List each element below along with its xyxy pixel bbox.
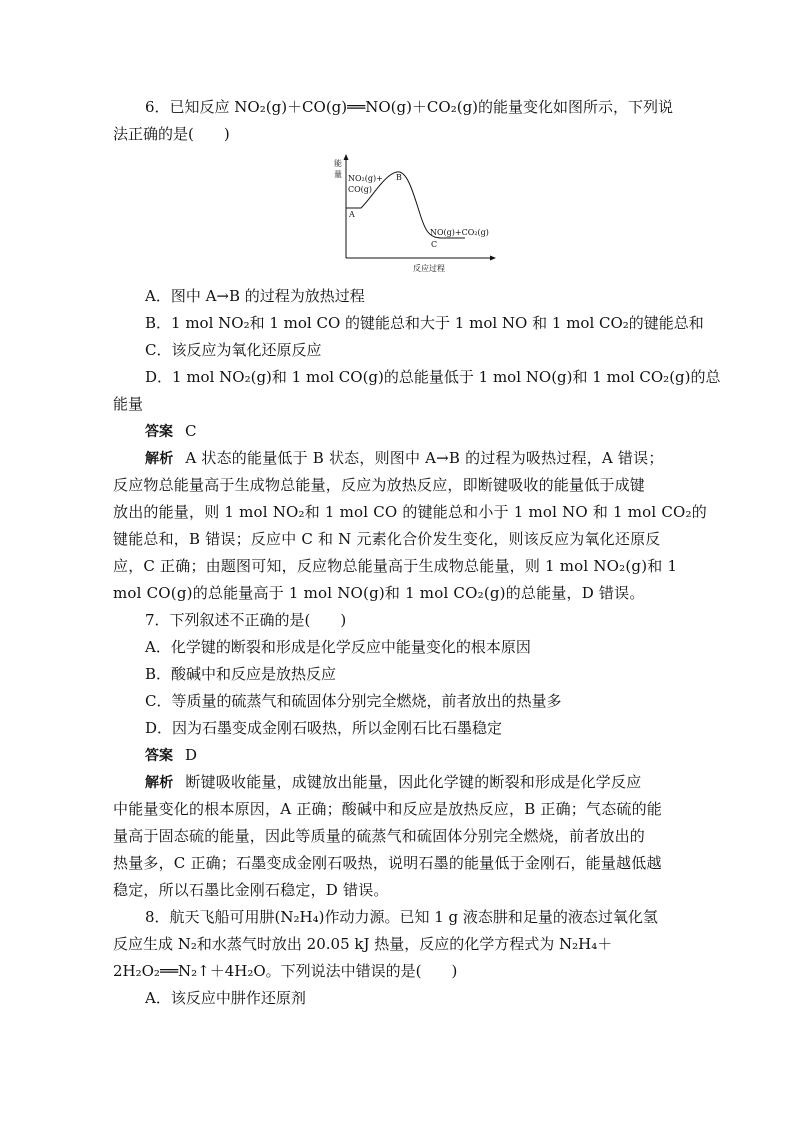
q6-analysis-line4: 键能总和，B 错误；反应中 C 和 N 元素化合价发生变化，则该反应为氧化还原反: [113, 530, 661, 548]
q7-answer-value: D: [185, 746, 198, 764]
q6-stem-line1: 6．已知反应 NO₂(g)＋CO(g)══NO(g)＋CO₂(g)的能量变化如图所示，下列说: [145, 98, 674, 116]
q6-option-c: C．该反应为氧化还原反应: [145, 341, 322, 359]
q6-analysis-text1: A 状态的能量低于 B 状态，则图中 A→B 的过程为吸热过程，A 错误；: [185, 449, 664, 467]
q7-analysis-text1: 断键吸收能量，成键放出能量，因此化学键的断裂和形成是化学反应: [185, 773, 642, 791]
x-axis-label: 反应过程: [413, 264, 445, 273]
q6-option-a: A．图中 A→B 的过程为放热过程: [145, 287, 365, 305]
y-axis-arrow: [344, 154, 349, 160]
q7-analysis-line2: 中能量变化的根本原因，A 正确；酸碱中和反应是放热反应，B 正确；气态硫的能: [113, 800, 662, 818]
q8-option-a: A．该反应中肼作还原剂: [145, 989, 306, 1007]
q7-answer: [145, 742, 715, 768]
q8-stem-line2: 反应生成 N₂和水蒸气时放出 20.05 kJ 热量，反应的化学方程式为 N₂H₄＋: [113, 935, 613, 953]
q7-analysis-line5: 稳定，所以石墨比金刚石稳定，D 错误。: [113, 881, 389, 899]
q6-analysis-line1: [145, 445, 715, 471]
q8-stem-line3: 2H₂O₂══N₂↑＋4H₂O。下列说法中错误的是( ): [113, 962, 458, 980]
q7-analysis-line1: [145, 769, 715, 795]
point-c-label: C: [431, 240, 438, 249]
q6-answer-value: C: [185, 422, 197, 440]
q7-analysis-line4: 热量多，C 正确；石墨变成金刚石吸热，说明石墨的能量低于金刚石，能量越低越: [113, 854, 662, 872]
q8-stem-line1: 8．航天飞船可用肼(N₂H₄)作动力源。已知 1 g 液态肼和足量的液态过氧化氢: [145, 908, 658, 926]
q7-option-a: A．化学键的断裂和形成是化学反应中能量变化的根本原因: [145, 638, 531, 656]
energy-diagram: [333, 152, 497, 278]
point-b-label: B: [396, 173, 402, 182]
q6-analysis-line6: mol CO(g)的总能量高于 1 mol NO(g)和 1 mol CO₂(g)的总能量，D 错误。: [113, 584, 645, 602]
q6-answer-tag: 答案: [145, 424, 173, 440]
q7-answer-tag: 答案: [145, 748, 173, 764]
y-axis-label-bottom: 量: [334, 170, 342, 179]
q6-stem-line2: 法正确的是( ): [113, 125, 230, 143]
q7-option-b: B．酸碱中和反应是放热反应: [145, 665, 337, 683]
q6-analysis-line3: 放出的能量，则 1 mol NO₂和 1 mol CO 的键能总和小于 1 mol NO 和 1 mol CO₂的: [113, 503, 707, 521]
q6-option-d-line2: 能量: [113, 395, 144, 413]
q6-analysis-line5: 应，C 正确；由题图可知，反应物总能量高于生成物总能量，则 1 mol NO₂(g)和 1: [113, 557, 678, 575]
q6-option-b: B．1 mol NO₂和 1 mol CO 的键能总和大于 1 mol NO 和 1 mol CO₂的键能总和: [145, 314, 704, 332]
q7-option-c: C．等质量的硫蒸气和硫固体分别完全燃烧，前者放出的热量多: [145, 692, 562, 710]
q7-analysis-tag: 解析: [145, 775, 174, 791]
reactant-label-line1: NO₂(g)+: [348, 174, 383, 183]
product-label: NO(g)+CO₂(g): [430, 228, 489, 237]
point-a-label: A: [349, 210, 355, 219]
q6-analysis-line2: 反应物总能量高于生成物总能量，反应为放热反应，即断键吸收的能量低于成键: [113, 476, 646, 494]
q7-stem: 7．下列叙述不正确的是( ): [145, 611, 347, 629]
x-axis-arrow: [490, 256, 496, 261]
q6-analysis-tag: 解析: [145, 451, 174, 467]
q7-option-d: D．因为石墨变成金刚石吸热，所以金刚石比石墨稳定: [145, 719, 503, 737]
q7-analysis-line3: 量高于固态硫的能量，因此等质量的硫蒸气和硫固体分别完全燃烧，前者放出的: [113, 827, 646, 845]
energy-diagram-svg: [333, 152, 497, 278]
q6-option-d-line1: D．1 mol NO₂(g)和 1 mol CO(g)的总能量低于 1 mol NO(g)和 1 mol CO₂(g)的总: [145, 368, 721, 386]
reactant-label-line2: CO(g): [348, 185, 373, 194]
y-axis-label-top: 能: [334, 159, 342, 168]
q6-answer: [145, 418, 715, 444]
